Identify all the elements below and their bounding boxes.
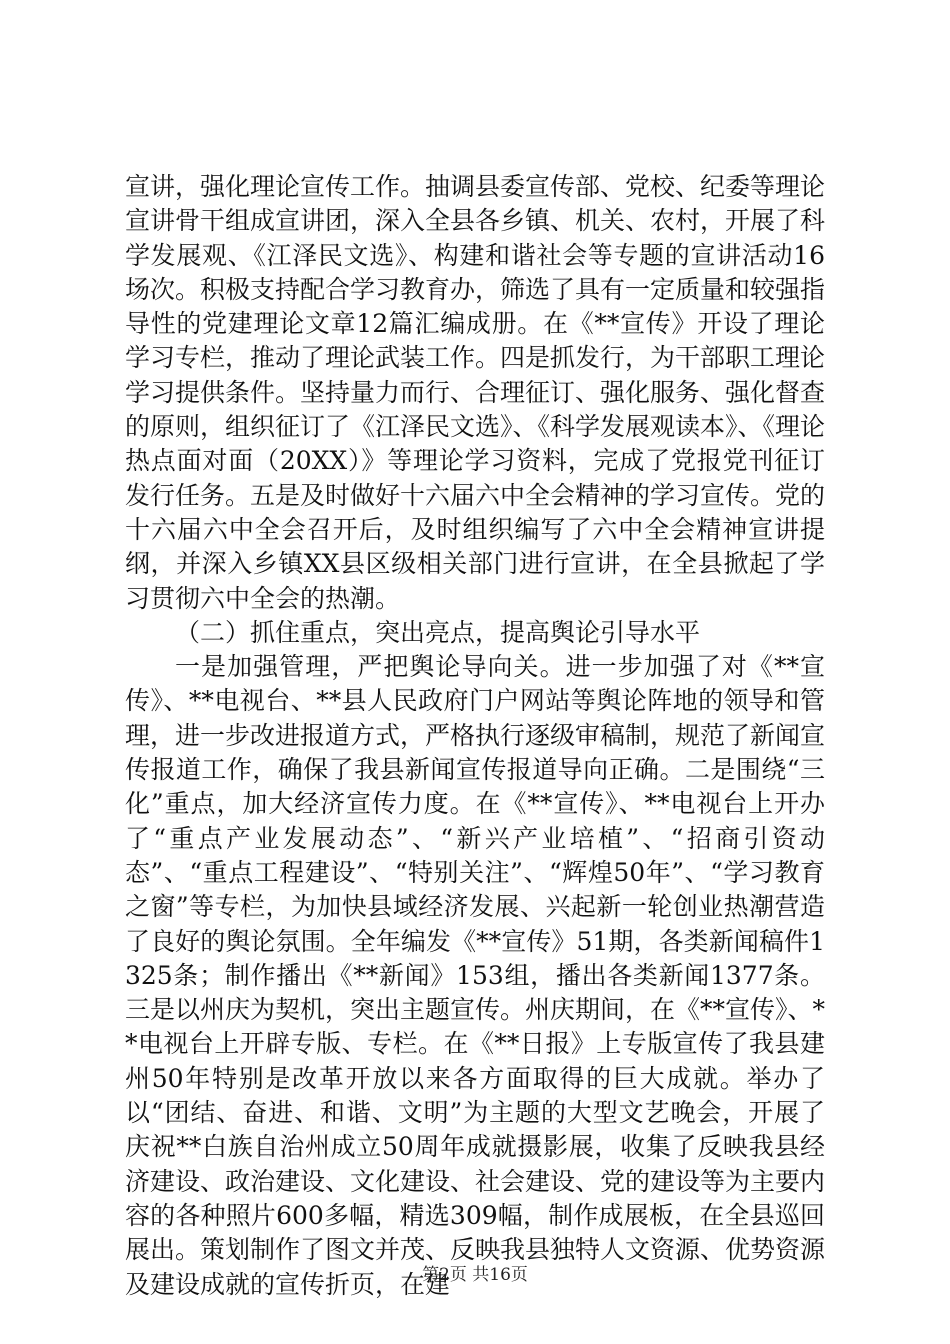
section-heading: （二）抓住重点，突出亮点，提高舆论引导水平 [175,617,701,647]
page-footer: 第2页 共16页 [422,1265,528,1285]
document-body [125,170,825,1302]
body-paragraph-2: 一是加强管理，严把舆论导向关。进一步加强了对《**宣传》、**电视台、**县人民政府门户网站等舆论阵地的领导和管理，进一步改进报道方式，严格执行逐级审稿制，规范了新闻宣传报道工作，确保了我县新闻宣传报道导向正确。二是围绕“三化”重点，加大经济宣传力度。在《**宣传》、**电视台上开办了“重点产业发展动态”、“新兴产业培植”、“招商引资动态”、“重点工程建设”、“特别关注”、“辉煌50年”、“学习教育之窗”等专栏，为加快县域经济发展、兴起新一轮创业热潮营造了良好的舆论氛围。全年编发《**宣传》51期，各类新闻稿件1325条；制作播出《**新闻》153组，播出各类新闻1377条。三是以州庆为契机，突出主题宣传。州庆期间，在《**宣传》、**电视台上开辟专版、专栏。在《**日报》上专版宣传了我县建州50年特别是改革开放以来各方面取得的巨大成就。举办了以“团结、奋进、和谐、文明”为主题的大型文艺晚会，开展了庆祝**白族自治州成立50周年成就摄影展，收集了反映我县经济建设、政治建设、文化建设、社会建设、党的建设等为主要内容的各种照片600多幅，精选309幅，制作成展板，在全县巡回展出。策划制作了图文并茂、反映我县独特人文资源、优势资源及建设成就的宣传折页，在建 [125,652,826,1299]
body-paragraph-1: 宣讲，强化理论宣传工作。抽调县委宣传部、党校、纪委等理论宣讲骨干组成宣讲团，深入全县各乡镇、机关、农村，开展了科学发展观、《江泽民文选》、构建和谐社会等专题的宣讲活动16场次。积极支持配合学习教育办，筛选了具有一定质量和较强指导性的党建理论文章12篇汇编成册。在《**宣传》开设了理论学习专栏，推动了理论武装工作。四是抓发行，为干部职工理论学习提供条件。坚持量力而行、合理征订、强化服务、强化督查的原则，组织征订了《江泽民文选》、《科学发展观读本》、《理论热点面对面（20XX）》等理论学习资料，完成了党报党刊征订发行任务。五是及时做好十六届六中全会精神的学习宣传。党的十六届六中全会召开后，及时组织编写了六中全会精神宣讲提纲，并深入乡镇XX县区级相关部门进行宣讲，在全县掀起了学习贯彻六中全会的热潮。 [125,172,826,613]
